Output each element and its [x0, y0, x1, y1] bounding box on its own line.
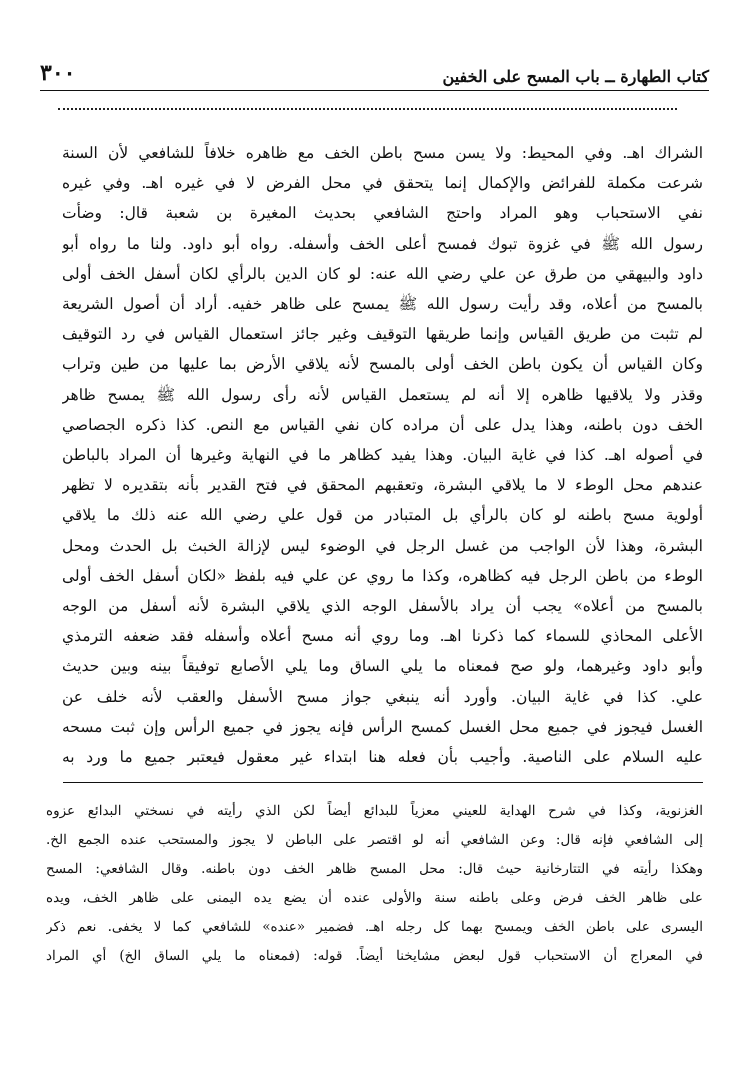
footnote-separator: [63, 782, 703, 783]
text-line: لم تثبت من طريق القياس وإنما طريقها التوقيف وغير جائز استعمال القياس في رد التوقيف: [62, 325, 703, 344]
footnote-line: وهكذا رأيته في التتارخانية حيث قال: محل المسح ظاهر الخف دون باطنه. وقال الشافعي: المسح: [46, 861, 703, 877]
text-line: عندهم محل الوطء لا ما يلاقي البشرة، وتعقبهم المحقق في فتح القدير بأنه بتقديره لا تظهر: [62, 476, 703, 495]
text-line: علي. كذا في غاية البيان. وأورد أنه ينبغي جواز مسح الأسفل والعقب لأنه خلف عن: [62, 687, 703, 706]
text-line: أولوية مسح باطنه لو كان بالرأي بل المتبادر من قول علي رضي الله عنه ذلك ما يلاقي: [62, 506, 703, 525]
footnote-line: اليسرى على باطن الخف ويمسح بهما كل رجله اهـ. فضمير «عنده» للشافعي كما لا يخفى. نعم ذكر: [46, 919, 703, 935]
text-line: بالمسح من أعلاه» يجب أن يراد بالأسفل الوجه الذي يلاقي البشرة لأنه أسفل من الوجه: [62, 597, 703, 616]
footnote-line: إلى الشافعي فإنه قال: وعن الشافعي أنه لو اقتصر على الباطن لا يجوز والمستحب عنده الجمع الخ.: [46, 832, 703, 848]
chapter-title: كتاب الطهارة ــ باب المسح على الخفين: [442, 67, 709, 86]
text-line: عليه السلام على الناصية. وأجيب بأن فعله هنا ابتداء غير معقول فيعتبر جميع ما ورد به: [62, 748, 703, 767]
running-header: [40, 52, 709, 91]
text-line: رسول الله ﷺ في غزوة تبوك فمسح أعلى الخف وأسفله. رواه أبو داود. ولنا ما رواه أبو: [62, 234, 703, 253]
text-line: داود والبيهقي من طرق عن علي رضي الله عنه: لو كان الدين بالرأي لكان أسفل الخف أولى: [62, 264, 703, 283]
text-line: الوطء من باطن الرجل فيه كظاهره، وكذا ما روي عن علي فيه بلفظ «لكان أسفل الخف أولى: [62, 566, 703, 585]
text-line: وأبو داود وغيرهما، ولو صح فمعناه ما يلي الساق وما يلي الأصابع توفيقاً بينه وبين حديث: [62, 657, 703, 676]
page-number: ٣٠٠: [40, 60, 76, 86]
text-line: نفي الاستحباب وهو المراد واحتج الشافعي بحديث المغيرة بن شعبة قال: وضأت: [62, 204, 703, 223]
footnote-line: على ظاهر الخف فرض وعلى باطنه سنة والأولى عنده أن يضع يده اليمنى على ظاهر الخف، ويده: [46, 890, 703, 906]
dotted-separator: [58, 108, 677, 110]
text-line: البشرة، وهذا لأن الواجب من غسل الرجل في الوضوء ليس لإزالة الخبث بل الحدث ومحل: [62, 536, 703, 555]
main-text-body: [62, 138, 703, 770]
text-line: وكان القياس أن يكون باطن الخف أولى بالمسح لأنه يلاقي الأرض بما عليها من طين وتراب: [62, 355, 703, 374]
text-line: وقذر ولا يلاقيها ظاهره إلا أنه لم يستعمل القياس لأنه رأى رسول الله ﷺ يمسح ظاهر: [62, 385, 703, 404]
text-line: الأعلى المحاذي للسماء كما ذكرنا اهـ. وما روي أنه مسح أعلاه وأسفله فقد ضعفه الترمذي: [62, 627, 703, 646]
text-line: في أصوله اهـ. كذا في غاية البيان. وهذا يفيد كظاهر ما في النهاية وغيرها أن المراد بالباطن: [62, 446, 703, 465]
text-line: الغسل فيجوز في جميع محل الغسل كمسح الرأس فإنه يجوز في جميع الرأس وإن ثبت مسحه: [62, 717, 703, 736]
footnote-line: في المعراج أن الاستحباب قول لبعض مشايخنا أيضاً. قوله: (فمعناه ما يلي الساق الخ) أي المراد: [46, 948, 703, 964]
text-line: الشراك اهـ. وفي المحيط: ولا يسن مسح باطن الخف مع ظاهره خلافاً للشافعي لأن السنة: [62, 144, 703, 162]
text-line: شرعت مكملة للفرائض والإكمال إنما يتحقق في محل الفرض لا في غيره اهـ. وفي غيره: [62, 174, 703, 193]
footnote-line: الغزنوية، وكذا في شرح الهداية للعيني معزياً للبدائع أيضاً لكن الذي رأيته في نسختي البدائع عزوه: [46, 803, 703, 819]
text-line: بالمسح من أعلاه، وقد رأيت رسول الله ﷺ يمسح على ظاهر خفيه. أراد أن أصول الشريعة: [62, 295, 703, 314]
footnotes: [46, 797, 703, 1077]
text-line: الخف دون باطنه، وهذا يدل على أن مراده كان نفي القياس مع النص. كذا ذكره الجصاصي: [62, 415, 703, 434]
